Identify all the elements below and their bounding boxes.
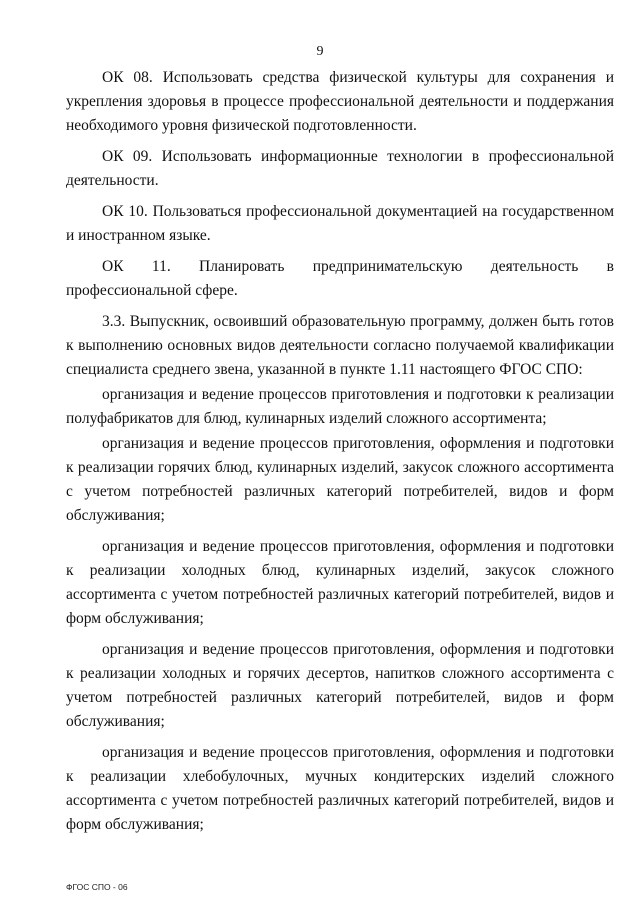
paragraph-ok-09: ОК 09. Использовать информационные технологии в профессиональной деятельности. bbox=[66, 148, 614, 189]
paragraph-3-3: 3.3. Выпускник, освоивший образовательную программу, должен быть готов к выполнению основных видов деятельности согласно получаемой квалификации специалиста среднего звена, указанной в пункте 1.11 настоящего ФГОС СПО: bbox=[66, 313, 614, 378]
paragraph-ok-11: ОК 11. Планировать предпринимательскую деятельность в профессиональной сфере. bbox=[66, 258, 614, 299]
page-number: 9 bbox=[316, 44, 324, 59]
activity-item-desserts: организация и ведение процессов приготовления, оформления и подготовки к реализации холодных и горячих десертов, напитков сложного ассортимента с учетом потребностей различных категорий потребителей, видов и форм обслуживания; bbox=[66, 641, 614, 730]
activity-item-hot-dishes: организация и ведение процессов приготовления, оформления и подготовки к реализации горячих блюд, кулинарных изделий, закусок сложного ассортимента с учетом потребностей различных категорий потребителей, видов и форм обслуживания; bbox=[66, 435, 614, 524]
paragraph-ok-08: ОК 08. Использовать средства физической культуры для сохранения и укрепления здоровья в процессе профессиональной деятельности и поддержания необходимого уровня физической подготовленности. bbox=[66, 69, 614, 134]
activity-item-semifinished: организация и ведение процессов приготовления и подготовки к реализации полуфабрикатов для блюд, кулинарных изделий сложного ассортимента; bbox=[66, 386, 614, 427]
document-footer: ФГОС СПО - 06 bbox=[66, 882, 128, 892]
paragraph-ok-10: ОК 10. Пользоваться профессиональной документацией на государственном и иностранном языке. bbox=[66, 203, 614, 244]
document-body bbox=[66, 66, 614, 844]
activity-item-cold-dishes: организация и ведение процессов приготовления, оформления и подготовки к реализации холодных блюд, кулинарных изделий, закусок сложного ассортимента с учетом потребностей различных категорий потребителей, видов и форм обслуживания; bbox=[66, 538, 614, 627]
activity-item-bakery: организация и ведение процессов приготовления, оформления и подготовки к реализации хлебобулочных, мучных кондитерских изделий сложного ассортимента с учетом потребностей различных категорий потребителей, видов и форм обслуживания; bbox=[66, 744, 614, 833]
